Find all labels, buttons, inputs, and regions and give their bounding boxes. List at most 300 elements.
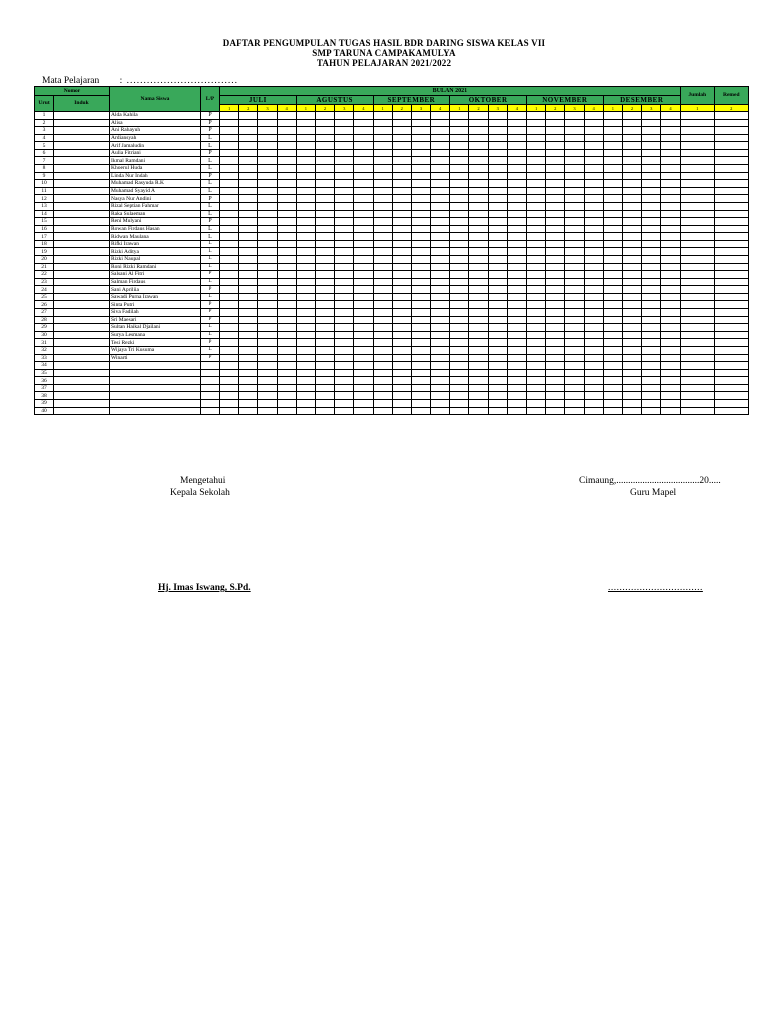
week-cell[interactable] — [584, 172, 603, 180]
week-cell[interactable] — [296, 210, 315, 218]
week-cell[interactable] — [354, 149, 373, 157]
week-cell[interactable] — [220, 316, 239, 324]
week-cell[interactable] — [411, 324, 430, 332]
week-cell[interactable] — [239, 240, 258, 248]
week-cell[interactable] — [354, 142, 373, 150]
week-cell[interactable] — [642, 149, 661, 157]
week-cell[interactable] — [450, 195, 469, 203]
week-cell[interactable] — [450, 127, 469, 135]
week-cell[interactable] — [354, 362, 373, 370]
week-cell[interactable] — [469, 339, 488, 347]
week-cell[interactable] — [335, 293, 354, 301]
week-cell[interactable] — [296, 384, 315, 392]
week-cell[interactable] — [584, 195, 603, 203]
week-cell[interactable] — [527, 377, 546, 385]
jumlah-cell[interactable] — [680, 316, 714, 324]
week-cell[interactable] — [603, 142, 622, 150]
week-cell[interactable] — [411, 384, 430, 392]
week-cell[interactable] — [296, 225, 315, 233]
remed-cell[interactable] — [714, 278, 748, 286]
week-cell[interactable] — [507, 301, 526, 309]
week-cell[interactable] — [431, 134, 450, 142]
week-cell[interactable] — [450, 112, 469, 120]
week-cell[interactable] — [488, 316, 507, 324]
week-cell[interactable] — [239, 157, 258, 165]
week-cell[interactable] — [546, 316, 565, 324]
week-cell[interactable] — [354, 187, 373, 195]
remed-cell[interactable] — [714, 218, 748, 226]
week-cell[interactable] — [469, 142, 488, 150]
jumlah-cell[interactable] — [680, 278, 714, 286]
week-cell[interactable] — [661, 263, 680, 271]
week-cell[interactable] — [296, 233, 315, 241]
week-cell[interactable] — [392, 278, 411, 286]
week-cell[interactable] — [488, 263, 507, 271]
week-cell[interactable] — [220, 233, 239, 241]
week-cell[interactable] — [335, 225, 354, 233]
jumlah-cell[interactable] — [680, 119, 714, 127]
week-cell[interactable] — [315, 248, 334, 256]
week-cell[interactable] — [584, 399, 603, 407]
jumlah-cell[interactable] — [680, 392, 714, 400]
week-cell[interactable] — [296, 134, 315, 142]
week-cell[interactable] — [258, 225, 277, 233]
remed-cell[interactable] — [714, 225, 748, 233]
week-cell[interactable] — [239, 195, 258, 203]
remed-cell[interactable] — [714, 354, 748, 362]
week-cell[interactable] — [220, 195, 239, 203]
week-cell[interactable] — [335, 263, 354, 271]
week-cell[interactable] — [565, 369, 584, 377]
week-cell[interactable] — [431, 293, 450, 301]
week-cell[interactable] — [315, 293, 334, 301]
week-cell[interactable] — [565, 286, 584, 294]
week-cell[interactable] — [411, 142, 430, 150]
week-cell[interactable] — [527, 369, 546, 377]
week-cell[interactable] — [392, 233, 411, 241]
week-cell[interactable] — [469, 134, 488, 142]
week-cell[interactable] — [527, 172, 546, 180]
week-cell[interactable] — [373, 134, 392, 142]
week-cell[interactable] — [488, 187, 507, 195]
jumlah-cell[interactable] — [680, 293, 714, 301]
week-cell[interactable] — [622, 399, 641, 407]
week-cell[interactable] — [450, 377, 469, 385]
week-cell[interactable] — [488, 293, 507, 301]
week-cell[interactable] — [565, 187, 584, 195]
remed-cell[interactable] — [714, 369, 748, 377]
week-cell[interactable] — [277, 225, 296, 233]
week-cell[interactable] — [507, 240, 526, 248]
jumlah-cell[interactable] — [680, 301, 714, 309]
week-cell[interactable] — [527, 346, 546, 354]
week-cell[interactable] — [622, 127, 641, 135]
week-cell[interactable] — [220, 187, 239, 195]
week-cell[interactable] — [354, 263, 373, 271]
week-cell[interactable] — [431, 165, 450, 173]
week-cell[interactable] — [603, 195, 622, 203]
week-cell[interactable] — [411, 278, 430, 286]
jumlah-cell[interactable] — [680, 127, 714, 135]
week-cell[interactable] — [507, 309, 526, 317]
week-cell[interactable] — [315, 180, 334, 188]
week-cell[interactable] — [469, 172, 488, 180]
week-cell[interactable] — [220, 286, 239, 294]
week-cell[interactable] — [431, 142, 450, 150]
week-cell[interactable] — [354, 240, 373, 248]
week-cell[interactable] — [315, 346, 334, 354]
remed-cell[interactable] — [714, 233, 748, 241]
week-cell[interactable] — [392, 301, 411, 309]
week-cell[interactable] — [431, 286, 450, 294]
week-cell[interactable] — [546, 354, 565, 362]
week-cell[interactable] — [642, 331, 661, 339]
jumlah-cell[interactable] — [680, 399, 714, 407]
week-cell[interactable] — [220, 377, 239, 385]
remed-cell[interactable] — [714, 210, 748, 218]
week-cell[interactable] — [239, 369, 258, 377]
week-cell[interactable] — [469, 225, 488, 233]
week-cell[interactable] — [239, 392, 258, 400]
week-cell[interactable] — [258, 369, 277, 377]
week-cell[interactable] — [335, 202, 354, 210]
week-cell[interactable] — [220, 278, 239, 286]
week-cell[interactable] — [546, 278, 565, 286]
week-cell[interactable] — [392, 202, 411, 210]
week-cell[interactable] — [469, 127, 488, 135]
week-cell[interactable] — [546, 301, 565, 309]
week-cell[interactable] — [220, 112, 239, 120]
week-cell[interactable] — [622, 134, 641, 142]
jumlah-cell[interactable] — [680, 377, 714, 385]
week-cell[interactable] — [258, 202, 277, 210]
week-cell[interactable] — [239, 316, 258, 324]
week-cell[interactable] — [296, 339, 315, 347]
week-cell[interactable] — [469, 195, 488, 203]
week-cell[interactable] — [373, 301, 392, 309]
week-cell[interactable] — [373, 362, 392, 370]
week-cell[interactable] — [315, 187, 334, 195]
week-cell[interactable] — [431, 399, 450, 407]
week-cell[interactable] — [488, 195, 507, 203]
week-cell[interactable] — [296, 392, 315, 400]
week-cell[interactable] — [469, 202, 488, 210]
week-cell[interactable] — [507, 354, 526, 362]
week-cell[interactable] — [661, 119, 680, 127]
jumlah-cell[interactable] — [680, 210, 714, 218]
week-cell[interactable] — [469, 240, 488, 248]
week-cell[interactable] — [431, 248, 450, 256]
week-cell[interactable] — [469, 324, 488, 332]
week-cell[interactable] — [450, 263, 469, 271]
week-cell[interactable] — [354, 346, 373, 354]
week-cell[interactable] — [335, 399, 354, 407]
week-cell[interactable] — [603, 384, 622, 392]
week-cell[interactable] — [239, 278, 258, 286]
week-cell[interactable] — [584, 407, 603, 415]
week-cell[interactable] — [546, 255, 565, 263]
week-cell[interactable] — [296, 316, 315, 324]
week-cell[interactable] — [584, 180, 603, 188]
week-cell[interactable] — [450, 293, 469, 301]
week-cell[interactable] — [622, 362, 641, 370]
jumlah-cell[interactable] — [680, 149, 714, 157]
week-cell[interactable] — [642, 346, 661, 354]
week-cell[interactable] — [373, 346, 392, 354]
remed-cell[interactable] — [714, 324, 748, 332]
remed-cell[interactable] — [714, 202, 748, 210]
week-cell[interactable] — [584, 149, 603, 157]
week-cell[interactable] — [450, 248, 469, 256]
week-cell[interactable] — [373, 195, 392, 203]
remed-cell[interactable] — [714, 127, 748, 135]
week-cell[interactable] — [296, 202, 315, 210]
week-cell[interactable] — [220, 134, 239, 142]
week-cell[interactable] — [584, 157, 603, 165]
week-cell[interactable] — [546, 142, 565, 150]
jumlah-cell[interactable] — [680, 225, 714, 233]
week-cell[interactable] — [603, 316, 622, 324]
week-cell[interactable] — [584, 278, 603, 286]
week-cell[interactable] — [507, 324, 526, 332]
week-cell[interactable] — [354, 271, 373, 279]
week-cell[interactable] — [450, 324, 469, 332]
week-cell[interactable] — [373, 263, 392, 271]
week-cell[interactable] — [220, 240, 239, 248]
week-cell[interactable] — [411, 233, 430, 241]
week-cell[interactable] — [373, 369, 392, 377]
week-cell[interactable] — [220, 354, 239, 362]
week-cell[interactable] — [488, 210, 507, 218]
week-cell[interactable] — [239, 149, 258, 157]
week-cell[interactable] — [296, 324, 315, 332]
week-cell[interactable] — [220, 225, 239, 233]
week-cell[interactable] — [469, 210, 488, 218]
week-cell[interactable] — [469, 293, 488, 301]
week-cell[interactable] — [220, 263, 239, 271]
week-cell[interactable] — [603, 271, 622, 279]
remed-cell[interactable] — [714, 134, 748, 142]
week-cell[interactable] — [584, 119, 603, 127]
week-cell[interactable] — [296, 301, 315, 309]
week-cell[interactable] — [603, 377, 622, 385]
remed-cell[interactable] — [714, 142, 748, 150]
week-cell[interactable] — [546, 165, 565, 173]
week-cell[interactable] — [622, 316, 641, 324]
week-cell[interactable] — [335, 157, 354, 165]
week-cell[interactable] — [354, 293, 373, 301]
week-cell[interactable] — [373, 112, 392, 120]
week-cell[interactable] — [488, 180, 507, 188]
week-cell[interactable] — [546, 407, 565, 415]
week-cell[interactable] — [335, 369, 354, 377]
week-cell[interactable] — [373, 354, 392, 362]
week-cell[interactable] — [622, 112, 641, 120]
week-cell[interactable] — [411, 240, 430, 248]
week-cell[interactable] — [603, 331, 622, 339]
week-cell[interactable] — [277, 301, 296, 309]
jumlah-cell[interactable] — [680, 172, 714, 180]
week-cell[interactable] — [411, 331, 430, 339]
week-cell[interactable] — [373, 149, 392, 157]
week-cell[interactable] — [507, 316, 526, 324]
week-cell[interactable] — [239, 127, 258, 135]
week-cell[interactable] — [584, 225, 603, 233]
week-cell[interactable] — [315, 362, 334, 370]
week-cell[interactable] — [546, 210, 565, 218]
jumlah-cell[interactable] — [680, 157, 714, 165]
week-cell[interactable] — [450, 187, 469, 195]
week-cell[interactable] — [622, 293, 641, 301]
week-cell[interactable] — [258, 149, 277, 157]
week-cell[interactable] — [431, 240, 450, 248]
week-cell[interactable] — [469, 187, 488, 195]
week-cell[interactable] — [277, 142, 296, 150]
week-cell[interactable] — [584, 271, 603, 279]
week-cell[interactable] — [565, 255, 584, 263]
week-cell[interactable] — [392, 384, 411, 392]
week-cell[interactable] — [488, 278, 507, 286]
week-cell[interactable] — [277, 339, 296, 347]
week-cell[interactable] — [565, 202, 584, 210]
week-cell[interactable] — [220, 324, 239, 332]
week-cell[interactable] — [603, 172, 622, 180]
week-cell[interactable] — [431, 225, 450, 233]
week-cell[interactable] — [220, 210, 239, 218]
week-cell[interactable] — [488, 286, 507, 294]
week-cell[interactable] — [220, 309, 239, 317]
remed-cell[interactable] — [714, 392, 748, 400]
week-cell[interactable] — [354, 286, 373, 294]
week-cell[interactable] — [431, 210, 450, 218]
week-cell[interactable] — [584, 354, 603, 362]
week-cell[interactable] — [258, 172, 277, 180]
week-cell[interactable] — [335, 324, 354, 332]
week-cell[interactable] — [258, 165, 277, 173]
week-cell[interactable] — [603, 187, 622, 195]
week-cell[interactable] — [546, 134, 565, 142]
week-cell[interactable] — [661, 407, 680, 415]
week-cell[interactable] — [584, 301, 603, 309]
week-cell[interactable] — [661, 195, 680, 203]
week-cell[interactable] — [603, 233, 622, 241]
week-cell[interactable] — [450, 407, 469, 415]
week-cell[interactable] — [411, 248, 430, 256]
week-cell[interactable] — [661, 127, 680, 135]
week-cell[interactable] — [642, 195, 661, 203]
week-cell[interactable] — [622, 187, 641, 195]
week-cell[interactable] — [354, 339, 373, 347]
week-cell[interactable] — [661, 112, 680, 120]
remed-cell[interactable] — [714, 165, 748, 173]
week-cell[interactable] — [354, 369, 373, 377]
week-cell[interactable] — [411, 157, 430, 165]
week-cell[interactable] — [527, 119, 546, 127]
week-cell[interactable] — [661, 399, 680, 407]
week-cell[interactable] — [488, 384, 507, 392]
week-cell[interactable] — [411, 202, 430, 210]
jumlah-cell[interactable] — [680, 187, 714, 195]
week-cell[interactable] — [392, 142, 411, 150]
week-cell[interactable] — [450, 369, 469, 377]
week-cell[interactable] — [392, 354, 411, 362]
jumlah-cell[interactable] — [680, 384, 714, 392]
week-cell[interactable] — [431, 263, 450, 271]
week-cell[interactable] — [258, 278, 277, 286]
week-cell[interactable] — [469, 346, 488, 354]
week-cell[interactable] — [258, 316, 277, 324]
week-cell[interactable] — [315, 384, 334, 392]
week-cell[interactable] — [469, 331, 488, 339]
week-cell[interactable] — [277, 293, 296, 301]
week-cell[interactable] — [469, 278, 488, 286]
week-cell[interactable] — [239, 324, 258, 332]
week-cell[interactable] — [296, 263, 315, 271]
week-cell[interactable] — [507, 263, 526, 271]
week-cell[interactable] — [239, 384, 258, 392]
week-cell[interactable] — [507, 331, 526, 339]
week-cell[interactable] — [642, 399, 661, 407]
week-cell[interactable] — [565, 112, 584, 120]
week-cell[interactable] — [584, 240, 603, 248]
week-cell[interactable] — [622, 331, 641, 339]
week-cell[interactable] — [527, 407, 546, 415]
week-cell[interactable] — [392, 399, 411, 407]
week-cell[interactable] — [315, 149, 334, 157]
week-cell[interactable] — [622, 225, 641, 233]
remed-cell[interactable] — [714, 407, 748, 415]
week-cell[interactable] — [622, 195, 641, 203]
week-cell[interactable] — [565, 134, 584, 142]
jumlah-cell[interactable] — [680, 248, 714, 256]
remed-cell[interactable] — [714, 286, 748, 294]
week-cell[interactable] — [642, 165, 661, 173]
week-cell[interactable] — [488, 112, 507, 120]
week-cell[interactable] — [507, 369, 526, 377]
week-cell[interactable] — [296, 248, 315, 256]
week-cell[interactable] — [488, 369, 507, 377]
week-cell[interactable] — [469, 377, 488, 385]
week-cell[interactable] — [354, 134, 373, 142]
week-cell[interactable] — [527, 202, 546, 210]
week-cell[interactable] — [622, 240, 641, 248]
week-cell[interactable] — [469, 157, 488, 165]
week-cell[interactable] — [450, 384, 469, 392]
week-cell[interactable] — [392, 392, 411, 400]
week-cell[interactable] — [450, 309, 469, 317]
week-cell[interactable] — [277, 119, 296, 127]
week-cell[interactable] — [354, 225, 373, 233]
week-cell[interactable] — [584, 218, 603, 226]
week-cell[interactable] — [239, 180, 258, 188]
week-cell[interactable] — [277, 157, 296, 165]
week-cell[interactable] — [622, 324, 641, 332]
week-cell[interactable] — [373, 187, 392, 195]
week-cell[interactable] — [258, 354, 277, 362]
week-cell[interactable] — [642, 301, 661, 309]
week-cell[interactable] — [239, 271, 258, 279]
week-cell[interactable] — [373, 377, 392, 385]
week-cell[interactable] — [642, 293, 661, 301]
week-cell[interactable] — [315, 271, 334, 279]
week-cell[interactable] — [584, 210, 603, 218]
week-cell[interactable] — [527, 149, 546, 157]
week-cell[interactable] — [450, 339, 469, 347]
week-cell[interactable] — [335, 165, 354, 173]
remed-cell[interactable] — [714, 157, 748, 165]
week-cell[interactable] — [642, 180, 661, 188]
week-cell[interactable] — [546, 271, 565, 279]
